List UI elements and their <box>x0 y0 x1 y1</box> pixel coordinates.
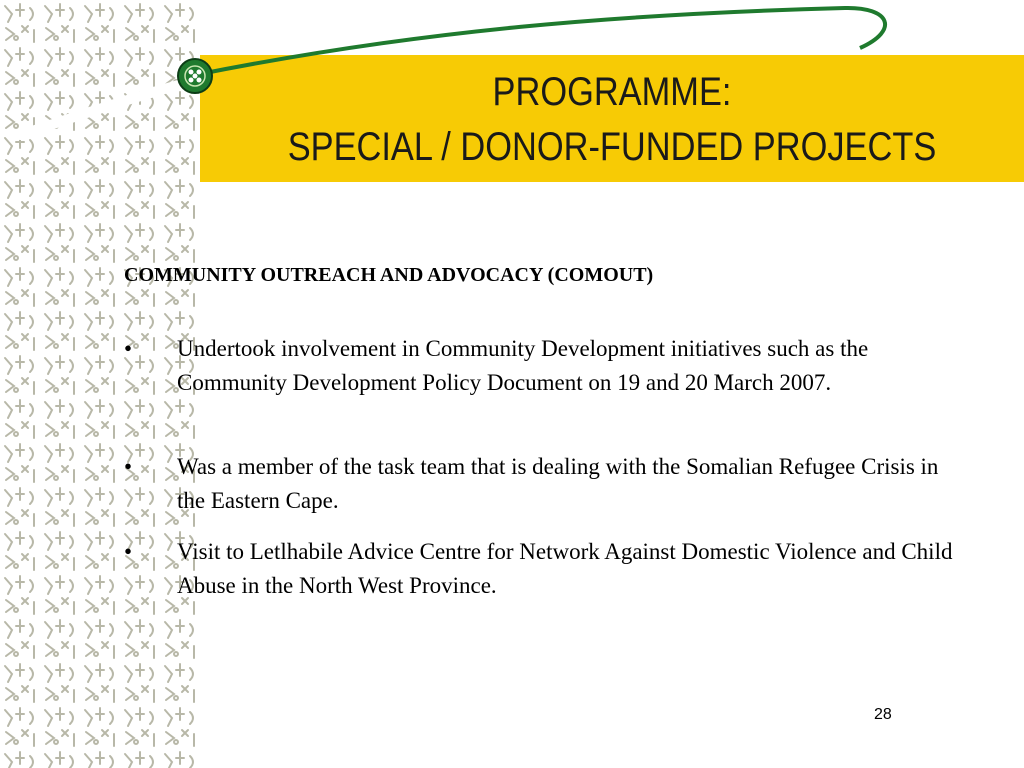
bullet-marker: • <box>124 336 133 361</box>
globe-logo-icon <box>178 59 212 93</box>
bullet-marker: • <box>124 454 133 479</box>
bullet-text: Visit to Letlhabile Advice Centre for Network Against Domestic Violence and Child Abuse in the North West Province. <box>177 539 953 598</box>
bullet-text: Undertook involvement in Community Development initiatives such as the Community Development Policy Document on 19 and 20 March 2007. <box>177 336 869 395</box>
bullet-marker: • <box>124 539 133 564</box>
bullet-text: Was a member of the task team that is dealing with the Somalian Refugee Crisis in the Eastern Cape. <box>177 454 939 513</box>
page-number: 28 <box>874 706 892 723</box>
slide-title-line-2: SPECIAL / DONOR-FUNDED PROJECTS <box>287 125 937 169</box>
section-heading: COMMUNITY OUTREACH AND ADVOCACY (COMOUT) <box>124 264 654 286</box>
slide-title-line-1: PROGRAMME: <box>492 70 732 114</box>
